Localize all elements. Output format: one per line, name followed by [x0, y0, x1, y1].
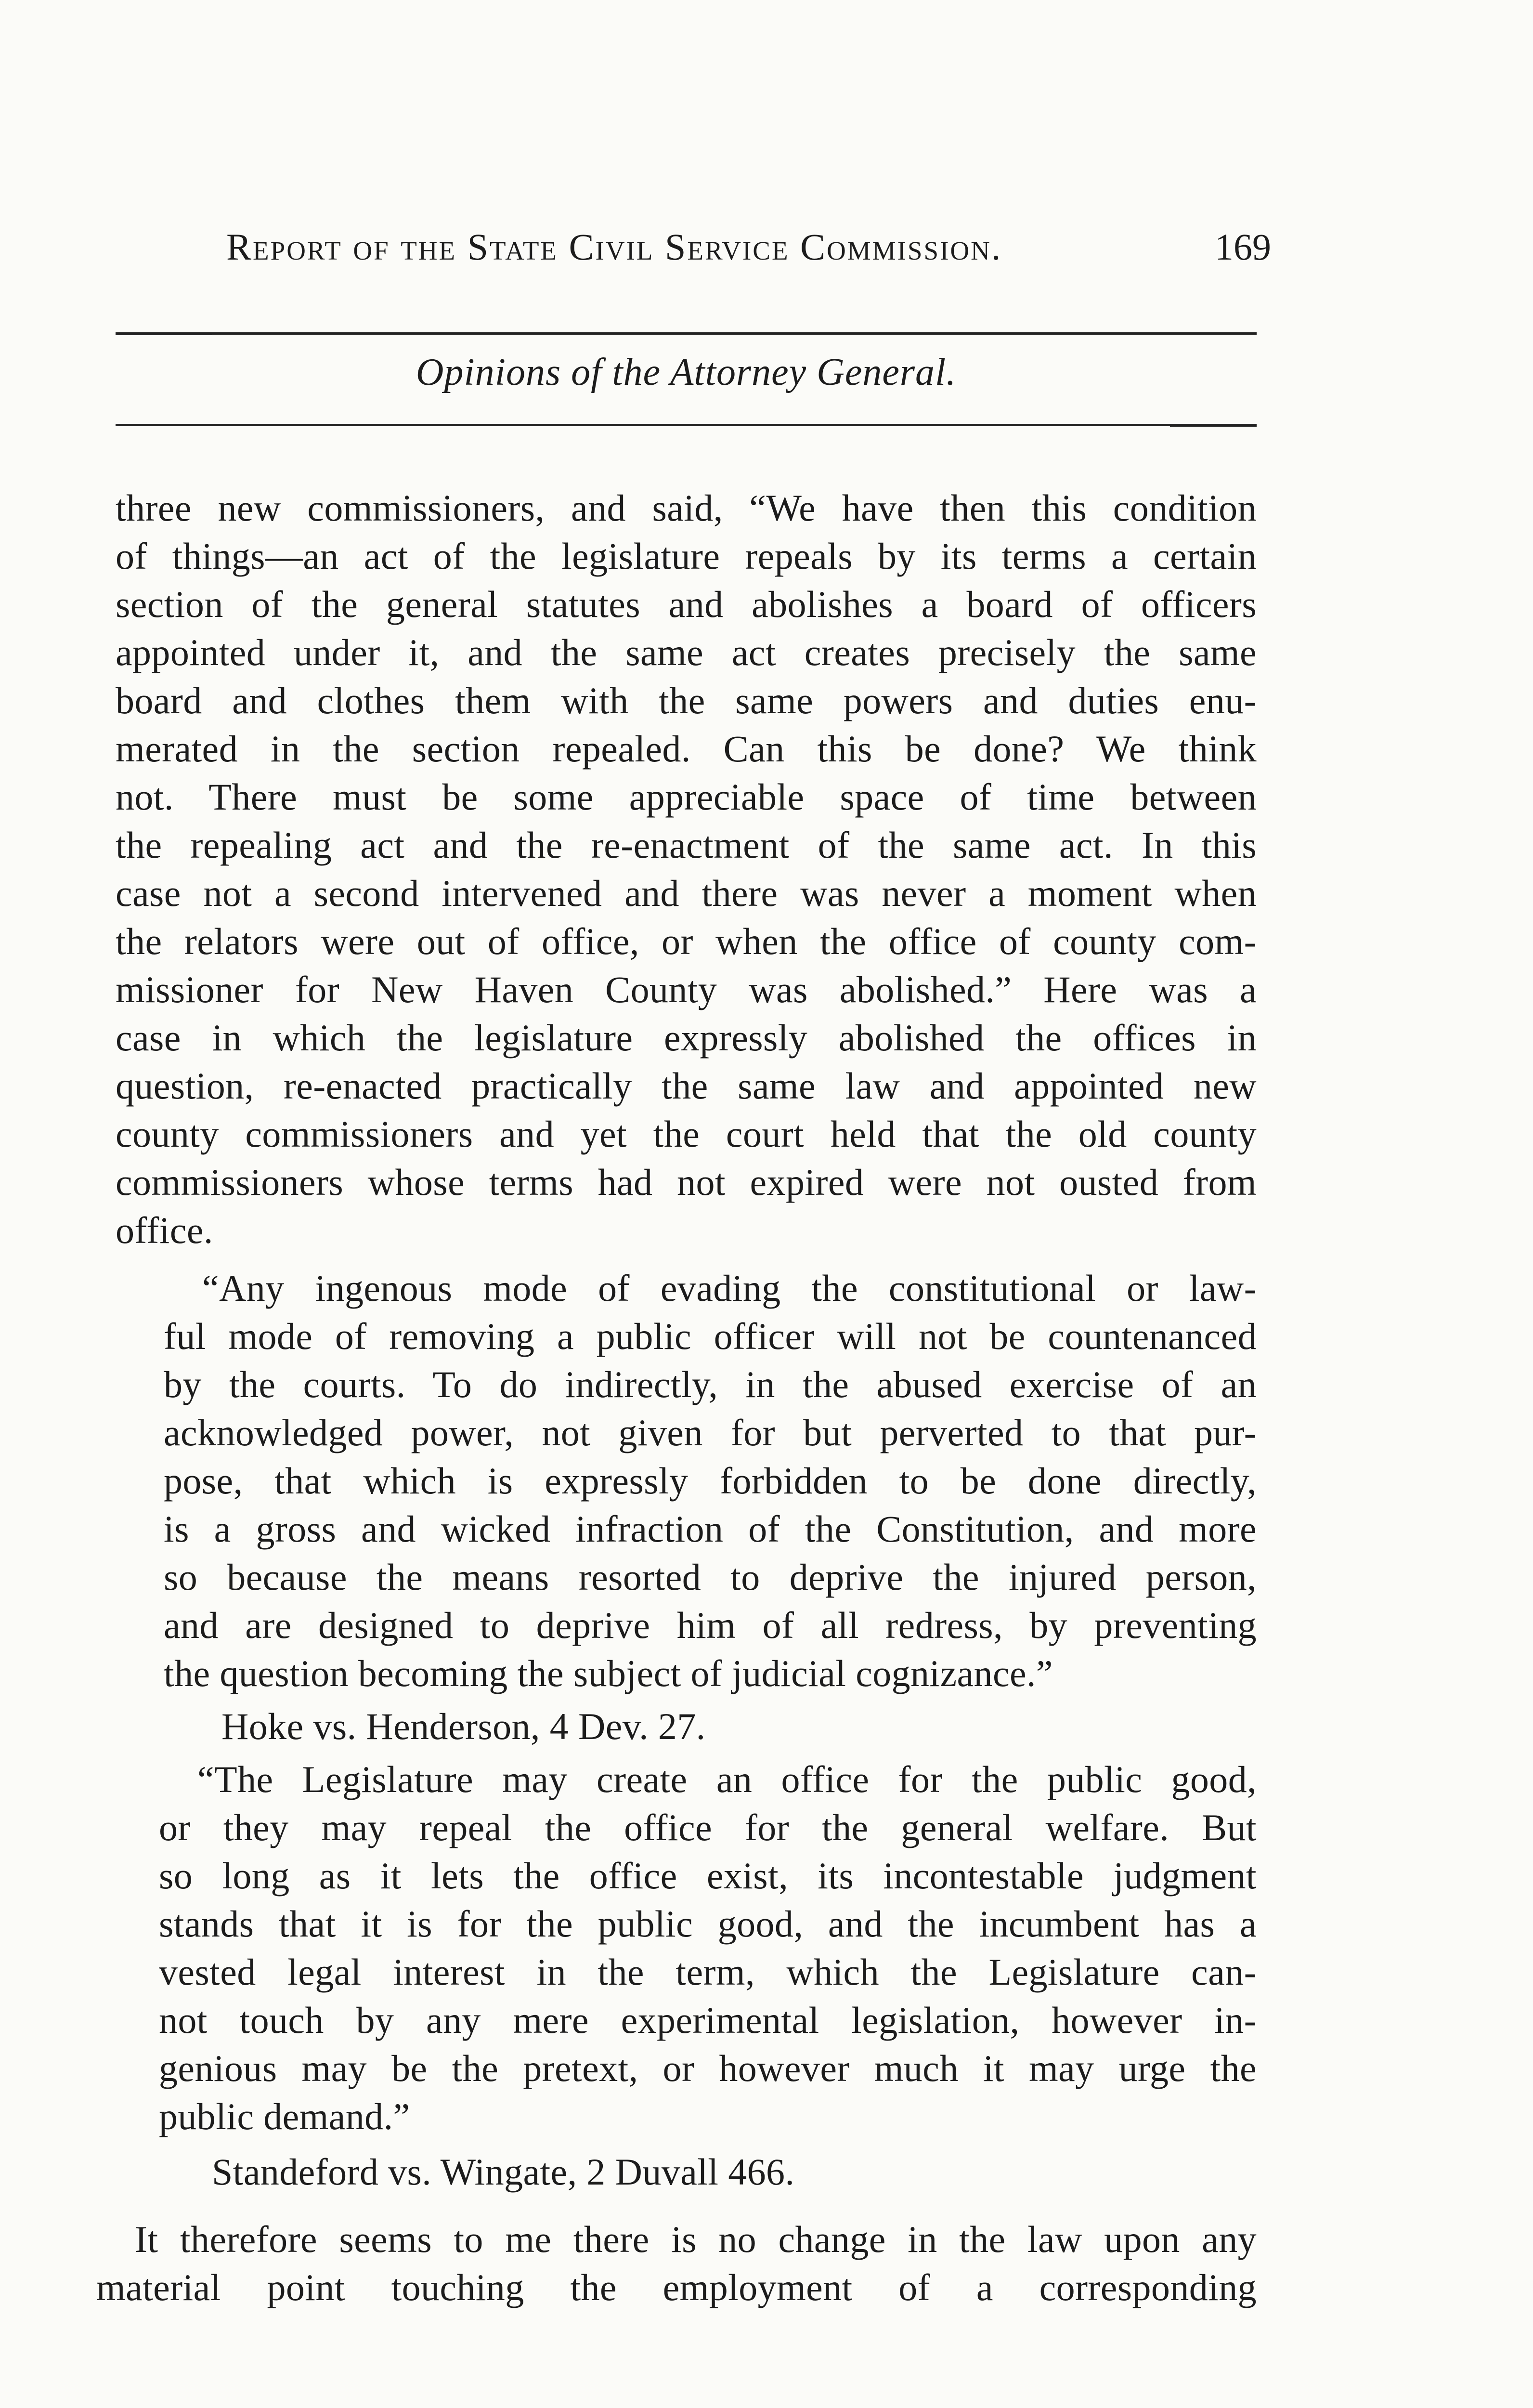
body-line: commissioners whose terms had not expired were not ousted from: [116, 1161, 1257, 1203]
quote-line: so long as it lets the office exist, its incontestable judgment: [159, 1855, 1257, 1897]
quote-line: “The Legislature may create an office for the public good,: [197, 1758, 1257, 1800]
body-line: question, re-enacted practically the same law and appointed new: [116, 1065, 1257, 1107]
quote-line: pose, that which is expressly forbidden to be done directly,: [164, 1460, 1257, 1502]
bottom-rule: [116, 424, 1257, 426]
body-line: merated in the section repealed. Can this be done? We think: [116, 728, 1257, 770]
bottom-rule-accent: [1170, 424, 1257, 427]
body-line: It therefore seems to me there is no change in the law upon any: [135, 2218, 1257, 2260]
section-title: Opinions of the Attorney General.: [416, 351, 957, 393]
quote-line: vested legal interest in the term, which the Legislature can-: [159, 1951, 1257, 1993]
body-line: three new commissioners, and said, “We have then this condition: [116, 487, 1257, 529]
body-line: county commissioners and yet the court held that the old county: [116, 1113, 1257, 1155]
body-line: case in which the legislature expressly abolished the offices in: [116, 1017, 1257, 1059]
quote-line: not touch by any mere experimental legislation, however in-: [159, 1999, 1257, 2041]
body-line: not. There must be some appreciable space of time between: [116, 776, 1257, 818]
quote-line: is a gross and wicked infraction of the Constitution, and more: [164, 1508, 1257, 1550]
body-line: appointed under it, and the same act creates precisely the same: [116, 631, 1257, 673]
quote-line: by the courts. To do indirectly, in the abused exercise of an: [164, 1363, 1257, 1405]
quote-line: stands that it is for the public good, and the incumbent has a: [159, 1903, 1257, 1945]
body-line: case not a second intervened and there was never a moment when: [116, 872, 1257, 914]
quote-line: the question becoming the subject of judicial cognizance.”: [164, 1652, 1053, 1694]
body-line: office.: [116, 1209, 213, 1251]
body-line: the relators were out of office, or when the office of county com-: [116, 920, 1257, 962]
quote-line: acknowledged power, not given for but perverted to that pur-: [164, 1412, 1257, 1453]
quote-line: genious may be the pretext, or however much it may urge the: [159, 2047, 1257, 2089]
body-line: missioner for New Haven County was abolished.” Here was a: [116, 968, 1257, 1010]
page-number: 169: [1215, 226, 1271, 268]
quote-line: public demand.”: [159, 2095, 410, 2137]
body-line: of things—an act of the legislature repeals by its terms a certain: [116, 535, 1257, 577]
quote-line: so because the means resorted to deprive the injured person,: [164, 1556, 1257, 1598]
running-head: Report of the State Civil Service Commission.: [226, 226, 1002, 268]
quote-line: or they may repeal the office for the general welfare. But: [159, 1806, 1257, 1848]
body-line: section of the general statutes and abolishes a board of officers: [116, 583, 1257, 625]
top-rule: [116, 332, 1257, 335]
top-rule-accent: [116, 332, 212, 335]
body-line: the repealing act and the re-enactment of the same act. In this: [116, 824, 1257, 866]
citation: Standeford vs. Wingate, 2 Duvall 466.: [212, 2151, 795, 2193]
quote-line: and are designed to deprive him of all redress, by preventing: [164, 1604, 1257, 1646]
body-line: board and clothes them with the same powers and duties enu-: [116, 680, 1257, 721]
quote-line: “Any ingenous mode of evading the constitutional or law-: [202, 1267, 1257, 1309]
quote-line: ful mode of removing a public officer will not be countenanced: [164, 1315, 1257, 1357]
body-line: material point touching the employment of a corresponding: [96, 2266, 1257, 2308]
citation: Hoke vs. Henderson, 4 Dev. 27.: [221, 1705, 706, 1747]
